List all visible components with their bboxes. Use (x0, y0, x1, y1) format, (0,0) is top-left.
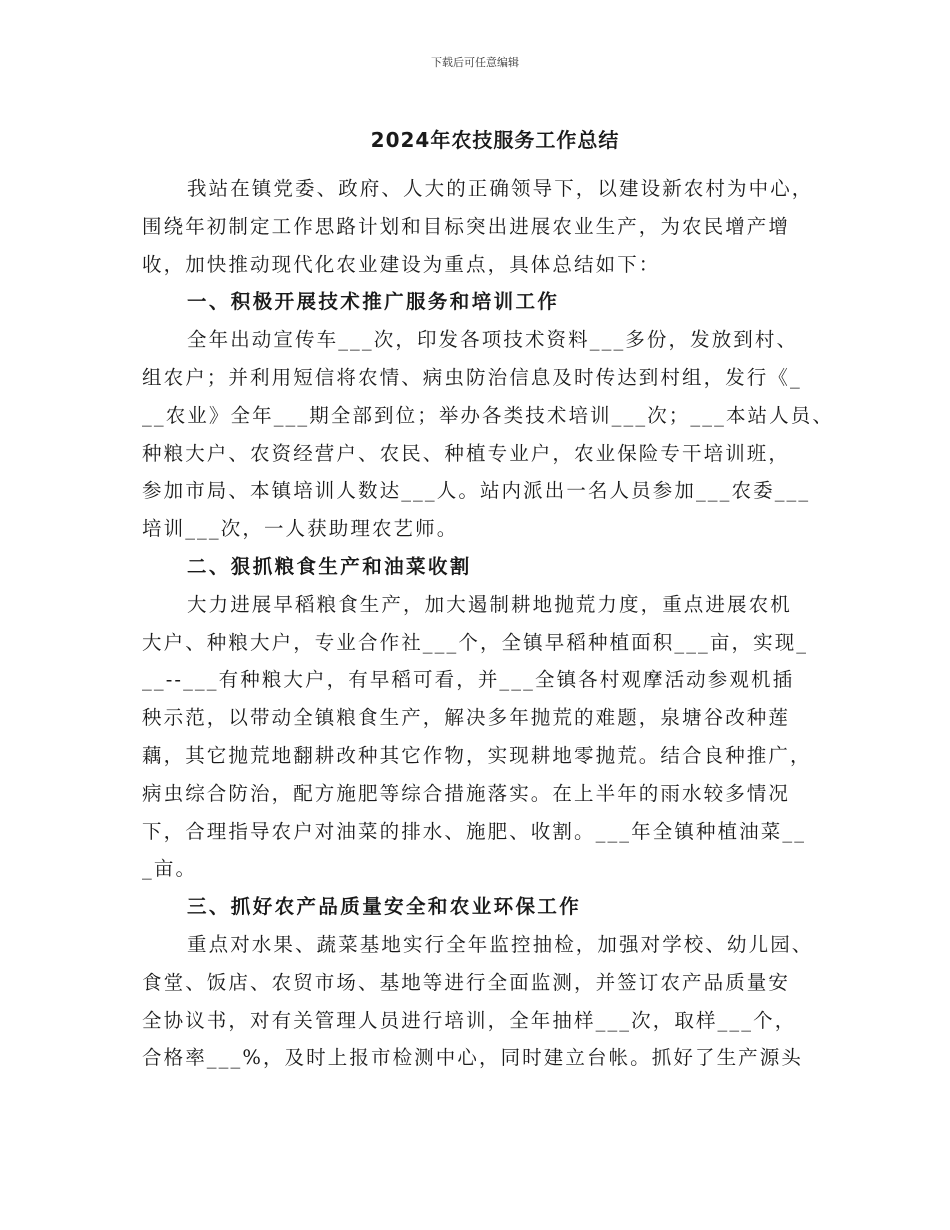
section-heading: 一、积极开展技术推广服务和培训工作 (187, 290, 560, 314)
document-title: 2024年农技服务工作总结 (370, 128, 620, 152)
body-text-line: 病虫综合防治，配方施肥等综合措施落实。在上半年的雨水较多情况 (142, 781, 791, 805)
body-text-line: 收，加快推动现代化农业建设为重点，具体总结如下： (142, 252, 661, 276)
body-text-line: 下，合理指导农户对油菜的排水、施肥、收割。___年全镇种植油菜__ (142, 819, 807, 843)
header-note: 下载后可任意编辑 (431, 56, 519, 69)
body-text-line: 参加市局、本镇培训人数达___人。站内派出一名人员参加___农委___ (142, 479, 811, 503)
body-text-line: 食堂、饭店、农贸市场、基地等进行全面监测，并签订农产品质量安 (142, 970, 791, 994)
body-text-line: 秧示范，以带动全镇粮食生产，解决多年抛荒的难题，泉塘谷改种莲 (142, 706, 791, 730)
body-text-line: 培训___次，一人获助理农艺师。 (142, 517, 459, 541)
section-heading: 二、狠抓粮食生产和油菜收割 (187, 554, 472, 578)
section-heading: 三、抓好农产品质量安全和农业环保工作 (187, 895, 582, 919)
body-text-line: 围绕年初制定工作思路计划和目标突出进展农业生产，为农民增产增 (142, 214, 791, 238)
body-text-line: 种粮大户、农资经营户、农民、种植专业户，农业保险专干培训班， (142, 441, 791, 465)
body-text-line: 大力进展早稻粮食生产，加大遏制耕地抛荒力度，重点进展农机 (187, 592, 792, 616)
body-text-line: 组农户；并利用短信将农情、病虫防治信息及时传达到村组，发行《_ (142, 365, 802, 389)
body-text-line: _亩。 (142, 857, 198, 881)
body-text-line: 全年出动宣传车___次，印发各项技术资料___多份，发放到村、 (187, 328, 799, 352)
body-text-line: 全协议书，对有关管理人员进行培训，全年抽样___次，取样___个， (142, 1008, 797, 1032)
body-text-line: __农业》全年___期全部到位；举办各类技术培训___次；___本站人员、 (142, 403, 834, 427)
body-text-line: 重点对水果、蔬菜基地实行全年监控抽检，加强对学校、幼儿园、 (187, 932, 814, 956)
document-body (142, 170, 834, 1077)
body-text-line: 合格率___%，及时上报市检测中心，同时建立台帐。抓好了生产源头 (142, 1046, 803, 1070)
body-text-line: 藕，其它抛荒地翻耕改种其它作物，实现耕地零抛荒。结合良种推广， (142, 743, 812, 767)
body-text-line: __--___有种粮大户，有早稻可看，并___全镇各村观摩活动参观机插 (142, 668, 795, 692)
body-text-line: 我站在镇党委、政府、人大的正确领导下，以建设新农村为中心， (187, 177, 814, 200)
body-text-line: 大户、种粮大户，专业合作社___个，全镇早稻种植面积___亩，实现_ (142, 630, 809, 654)
